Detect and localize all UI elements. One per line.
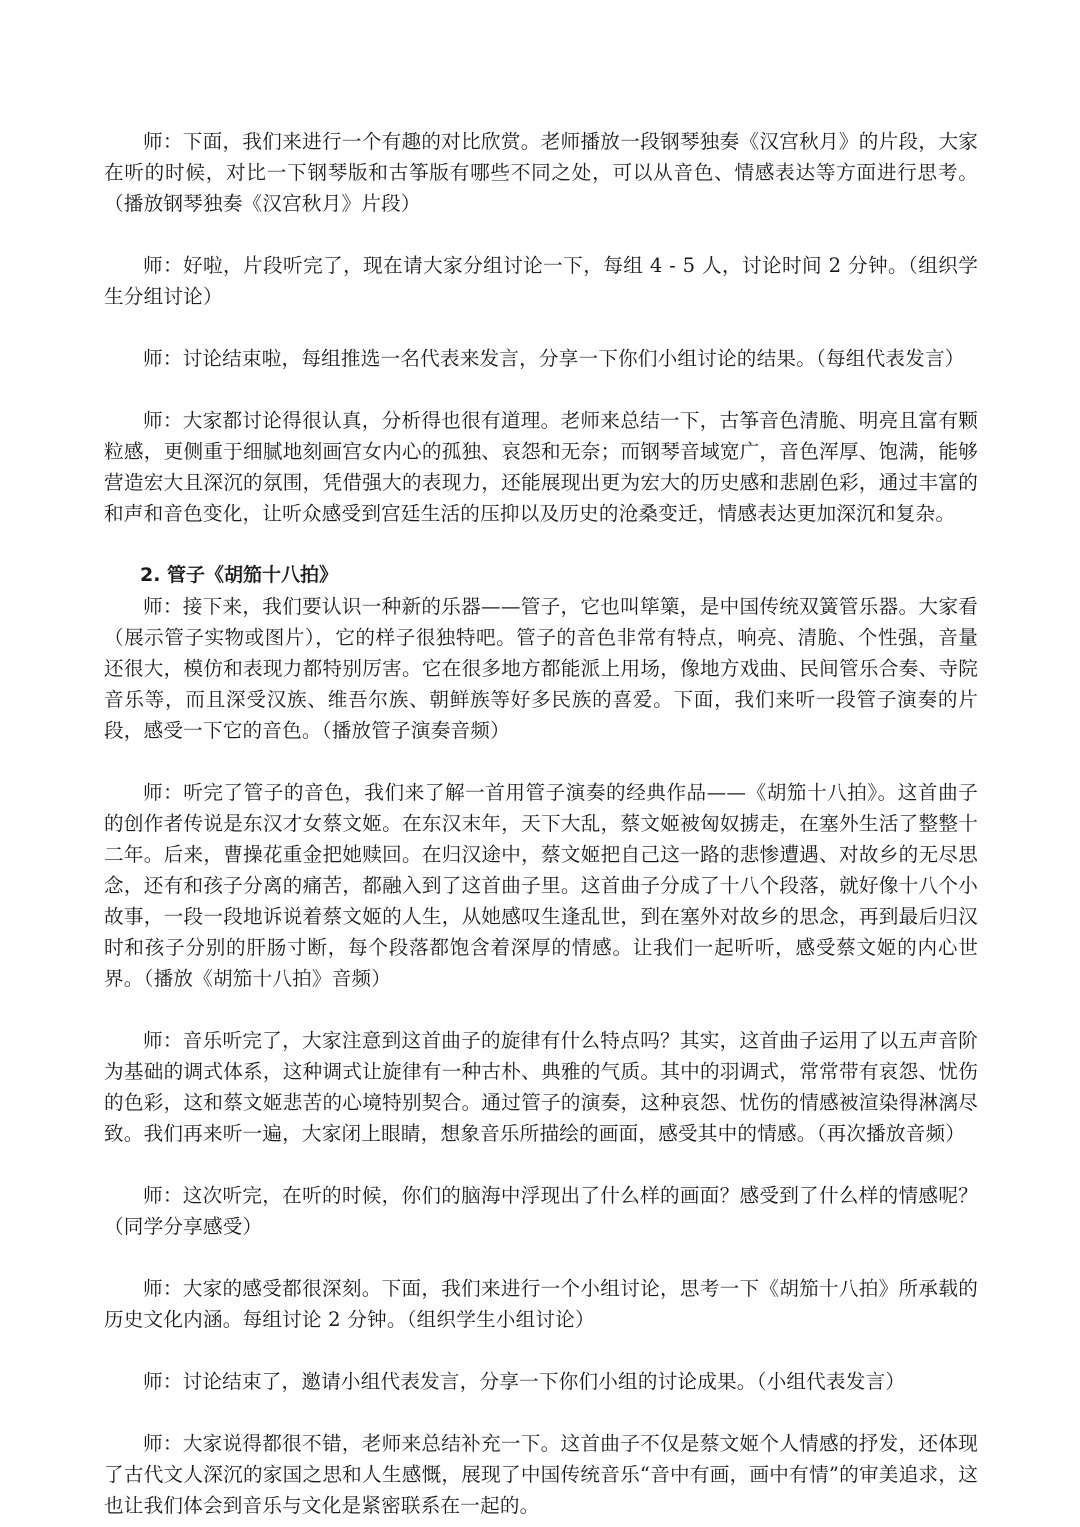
section-heading: 2. 管子《胡笳十八拍》 [140, 564, 339, 586]
paragraph-share-feelings: 师：这次听完，在听的时候，你们的脑海中浮现出了什么样的画面？感受到了什么样的情感呢？（同学分享感受） [104, 1184, 978, 1238]
paragraph-discussion-end: 师：讨论结束啦，每组推选一名代表来发言，分享一下你们小组讨论的结果。（每组代表发言） [143, 347, 965, 370]
paragraph-melody-features: 师：音乐听完了，大家注意到这首曲子的旋律有什么特点吗？其实，这首曲子运用了以五声音阶为基础的调式体系，这种调式让旋律有一种古朴、典雅的气质。其中的羽调式，常常带有哀怨、忧伤的色彩，这和蔡文姬悲苦的心境特别契合。通过管子的演奏，这种哀怨、忧伤的情感被渲染得淋漓尽致。我们再来听一遍，大家闭上眼睛，想象音乐所描绘的画面，感受其中的情感。（再次播放音频） [104, 1029, 978, 1145]
paragraph-group-discussion: 师：好啦，片段听完了，现在请大家分组讨论一下，每组 4 - 5 人，讨论时间 2 分钟。（组织学生分组讨论） [104, 254, 978, 308]
paragraph-group-report: 师：讨论结束了，邀请小组代表发言，分享一下你们小组的讨论成果。（小组代表发言） [143, 1370, 906, 1393]
paragraph-guanzi-intro: 师：接下来，我们要认识一种新的乐器——管子，它也叫筚篥，是中国传统双簧管乐器。大家看（展示管子实物或图片），它的样子很独特吧。管子的音色非常有特点，响亮、清脆、个性强，音量还很大，模仿和表现力都特别厉害。它在很多地方都能派上用场，像地方戏曲、民间管乐合奏、寺院音乐等，而且深受汉族、维吾尔族、朝鲜族等好多民族的喜爱。下面，我们来听一段管子演奏的片段，感受一下它的音色。（播放管子演奏音频） [104, 595, 978, 742]
document-page [104, 126, 978, 1521]
paragraph-hujia-story: 师：听完了管子的音色，我们来了解一首用管子演奏的经典作品——《胡笳十八拍》。这首曲子的创作者传说是东汉才女蔡文姬。在东汉末年，天下大乱，蔡文姬被匈奴掳走，在塞外生活了整整十二年。后来，曹操花重金把她赎回。在归汉途中，蔡文姬把自己这一路的悲惨遭遇、对故乡的无尽思念，还有和孩子分离的痛苦，都融入到了这首曲子里。这首曲子分成了十八个段落，就好像十八个小故事，一段一段地诉说着蔡文姬的人生，从她感叹生逢乱世，到在塞外对故乡的思念，再到最后归汉时和孩子分别的肝肠寸断，每个段落都饱含着深厚的情感。让我们一起听听，感受蔡文姬的内心世界。（播放《胡笳十八拍》音频） [104, 781, 978, 990]
paragraph-teacher-summary: 师：大家都讨论得很认真，分析得也很有道理。老师来总结一下，古筝音色清脆、明亮且富有颗粒感，更侧重于细腻地刻画宫女内心的孤独、哀怨和无奈；而钢琴音域宽广，音色浑厚、饱满，能够营造宏大且深沉的氛围，凭借强大的表现力，还能展现出更为宏大的历史感和悲剧色彩，通过丰富的和声和音色变化，让听众感受到宫廷生活的压抑以及历史的沧桑变迁，情感表达更加深沉和复杂。 [104, 409, 978, 525]
paragraph-piano-comparison: 师：下面，我们来进行一个有趣的对比欣赏。老师播放一段钢琴独奏《汉宫秋月》的片段，大家在听的时候，对比一下钢琴版和古筝版有哪些不同之处，可以从音色、情感表达等方面进行思考。（播放钢琴独奏《汉宫秋月》片段） [104, 130, 978, 215]
paragraph-final-summary: 师：大家说得都很不错，老师来总结补充一下。这首曲子不仅是蔡文姬个人情感的抒发，还体现了古代文人深沉的家国之思和人生感慨，展现了中国传统音乐“音中有画，画中有情”的审美追求，这也让我们体会到音乐与文化是紧密联系在一起的。 [104, 1432, 978, 1517]
paragraph-group-discussion-2: 师：大家的感受都很深刻。下面，我们来进行一个小组讨论，思考一下《胡笳十八拍》所承载的历史文化内涵。每组讨论 2 分钟。（组织学生小组讨论） [104, 1277, 978, 1331]
